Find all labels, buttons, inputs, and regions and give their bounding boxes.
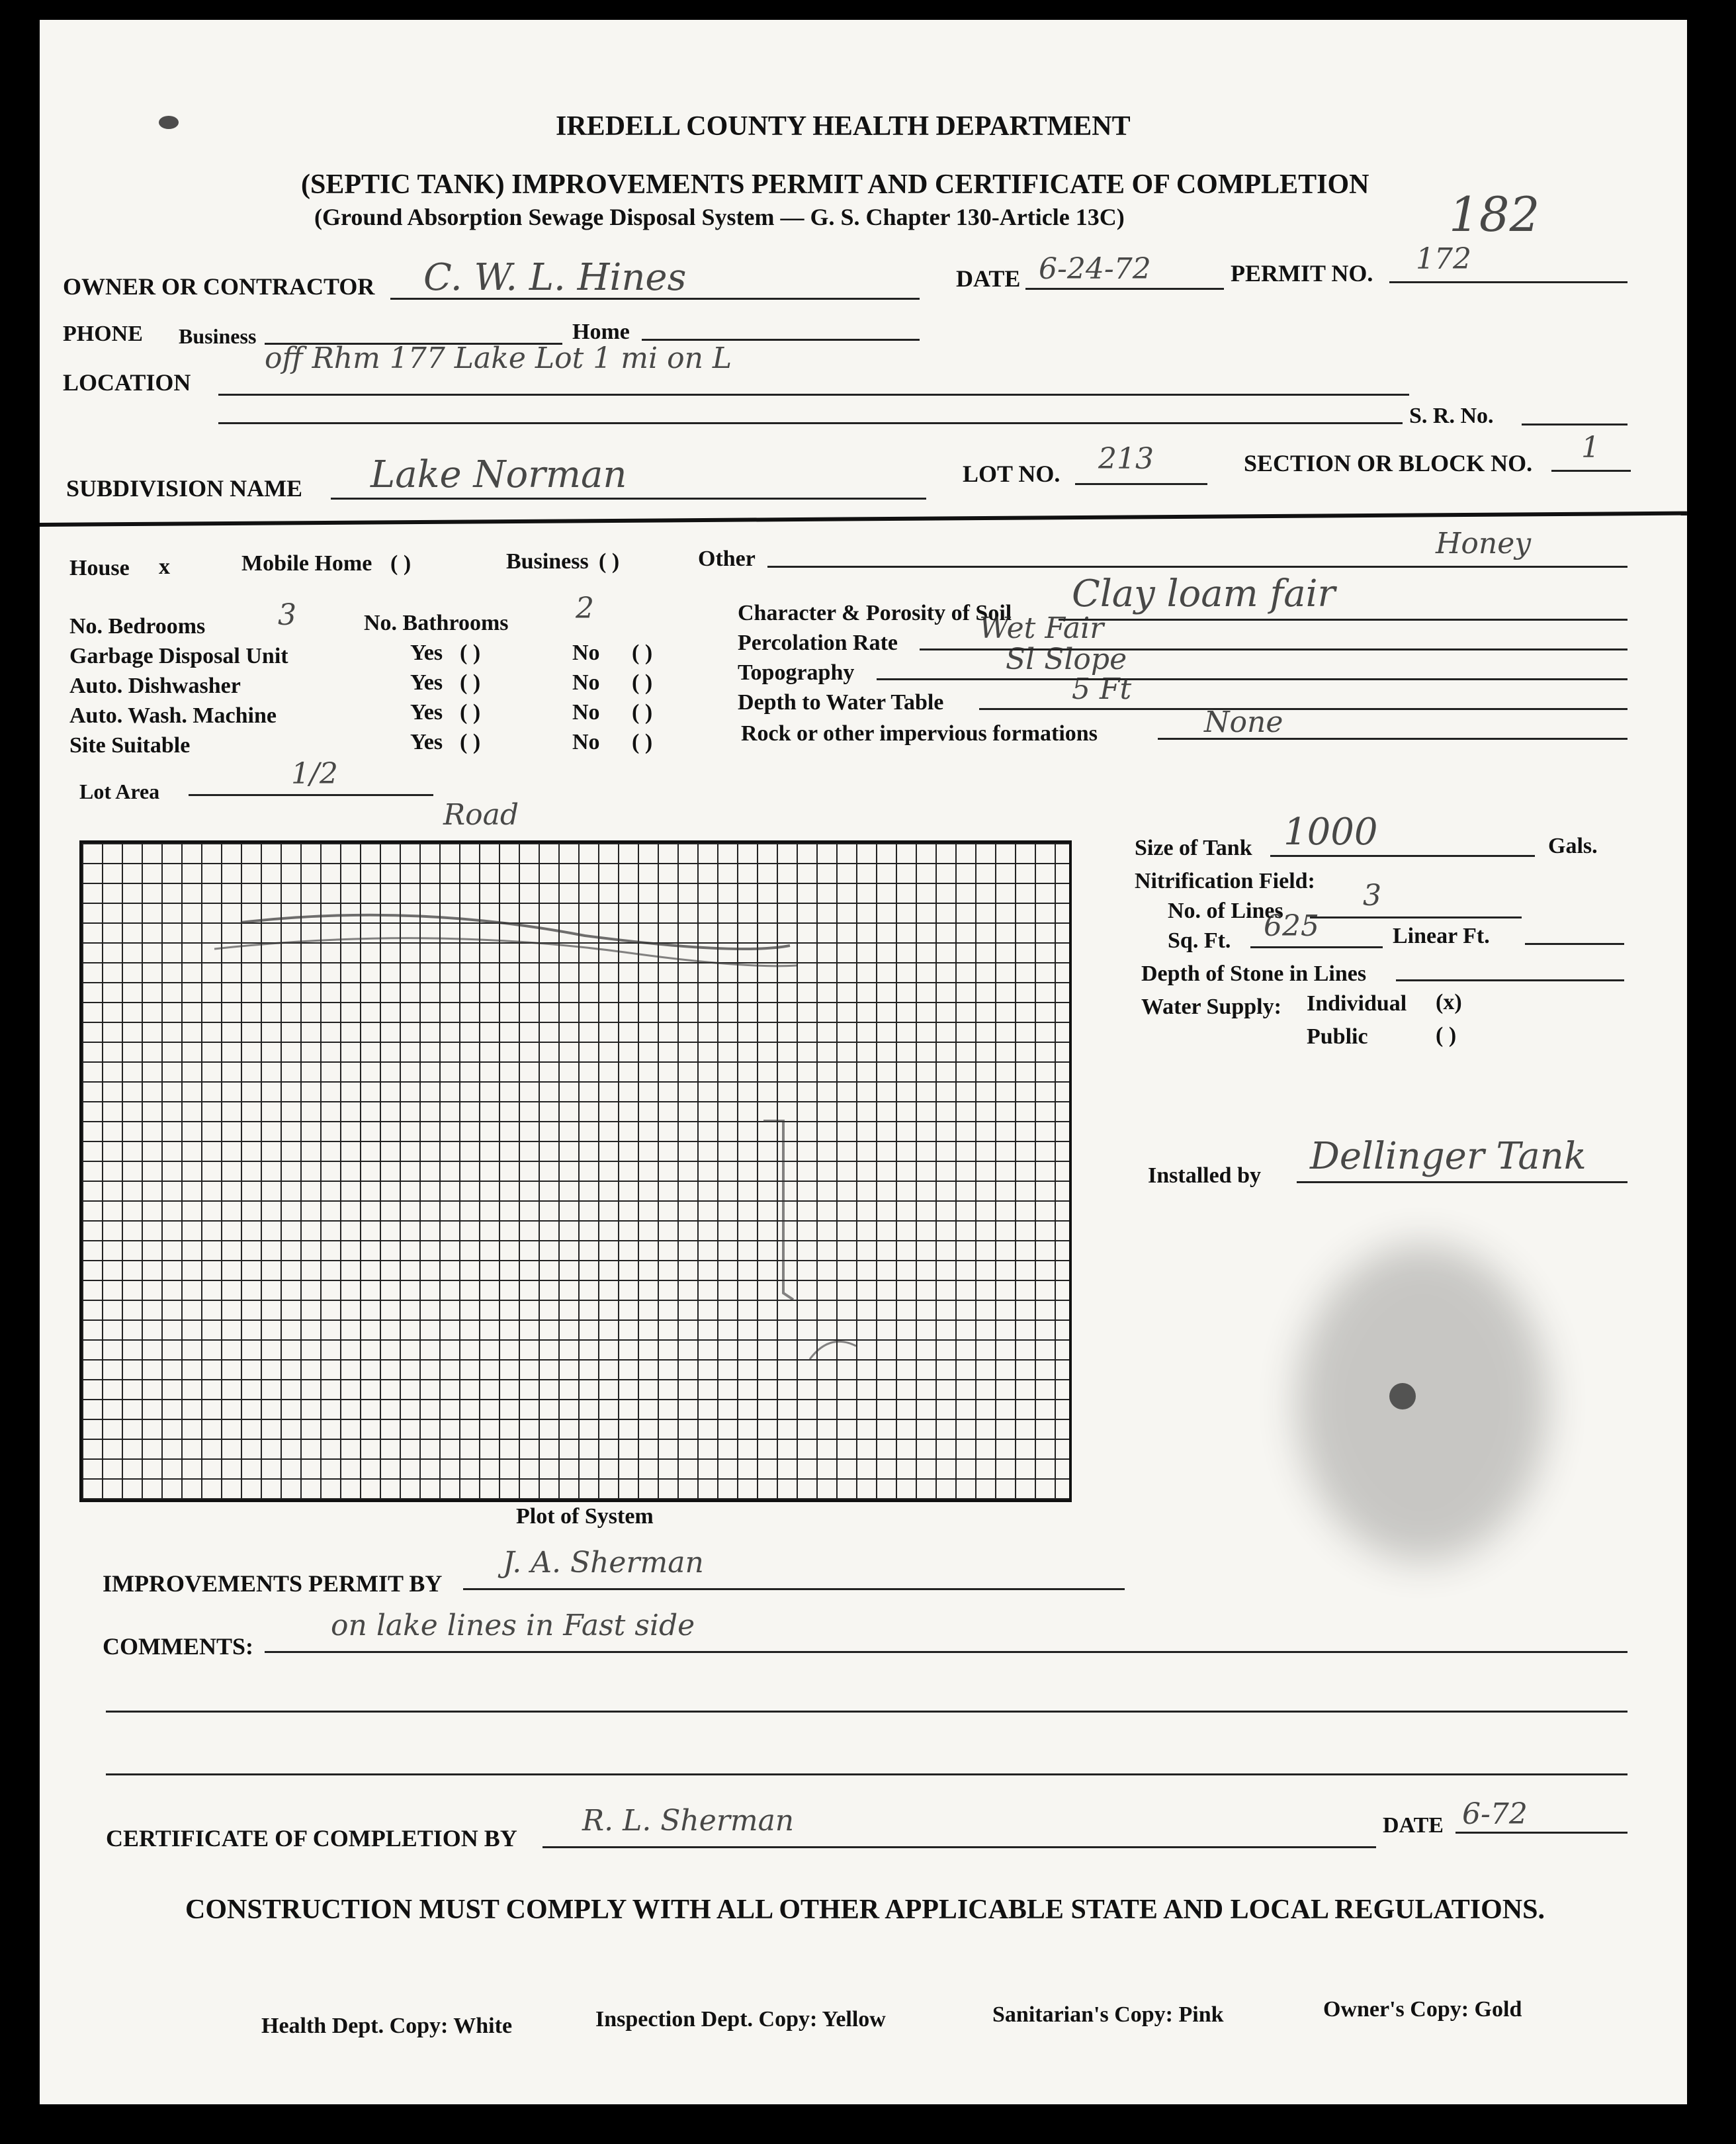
plot-of-system-grid[interactable]	[79, 840, 1072, 1502]
installed-by-label: Installed by	[1148, 1163, 1261, 1188]
mobile-home-checkbox[interactable]: ( )	[390, 551, 412, 576]
lot-no-line	[1075, 483, 1207, 485]
lot-area-label: Lot Area	[79, 780, 160, 803]
installed-by-line	[1297, 1181, 1628, 1183]
sqft-label: Sq. Ft.	[1168, 928, 1231, 953]
location-value[interactable]: off Rhm 177 Lake Lot 1 mi on L	[265, 341, 732, 375]
permit-by-line	[463, 1588, 1125, 1590]
water-table-label: Depth to Water Table	[738, 690, 944, 715]
owner-value[interactable]: C. W. L. Hines	[423, 256, 687, 299]
certificate-by-value[interactable]: R. L. Sherman	[582, 1804, 795, 1838]
garbage-yes-label: Yes	[410, 641, 443, 665]
copy-inspection-dept: Inspection Dept. Copy: Yellow	[595, 2007, 886, 2032]
wash-machine-label: Auto. Wash. Machine	[69, 703, 277, 728]
garbage-yes-checkbox[interactable]: ( )	[460, 641, 481, 665]
bathrooms-label: No. Bathrooms	[364, 611, 509, 635]
certificate-by-label: CERTIFICATE OF COMPLETION BY	[106, 1825, 517, 1852]
owner-label: OWNER OR CONTRACTOR	[63, 273, 375, 300]
tank-size-value[interactable]: 1000	[1283, 811, 1378, 854]
lot-area-line	[189, 794, 433, 796]
phone-home-label: Home	[572, 320, 630, 344]
date-line	[1025, 288, 1224, 290]
business-checkbox[interactable]: ( )	[599, 549, 620, 574]
individual-label: Individual	[1307, 991, 1407, 1016]
site-suitable-yes-label: Yes	[410, 730, 443, 754]
water-table-value[interactable]: 5 Ft	[1072, 672, 1132, 706]
dishwasher-no-label: No	[572, 670, 600, 695]
sqft-value[interactable]: 625	[1264, 909, 1319, 943]
subdivision-value[interactable]: Lake Norman	[370, 453, 627, 496]
location-line-2	[218, 422, 1403, 424]
location-line-1	[218, 394, 1409, 396]
permit-by-label: IMPROVEMENTS PERMIT BY	[103, 1570, 443, 1597]
form-title: (SEPTIC TANK) IMPROVEMENTS PERMIT AND CERTIFICATE OF COMPLETION	[301, 169, 1369, 200]
nitrification-label: Nitrification Field:	[1135, 869, 1315, 893]
comments-line-1	[265, 1651, 1628, 1653]
location-label: LOCATION	[63, 369, 191, 396]
phone-business-label: Business	[179, 324, 257, 348]
sqft-line	[1250, 946, 1383, 948]
topography-value[interactable]: Sl Slope	[1006, 643, 1127, 676]
regulations-notice: CONSTRUCTION MUST COMPLY WITH ALL OTHER APPLICABLE STATE AND LOCAL REGULATIONS.	[185, 1895, 1545, 1925]
percolation-value[interactable]: Wet Fair	[979, 611, 1104, 645]
bedrooms-label: No. Bedrooms	[69, 614, 206, 639]
plot-sketch-note: Road	[443, 798, 519, 832]
permit-by-value[interactable]: J. A. Sherman	[503, 1546, 704, 1580]
permit-no-line	[1389, 281, 1628, 283]
lines-count-label: No. of Lines	[1168, 899, 1283, 923]
soil-character-line	[1059, 619, 1628, 621]
certificate-date-line	[1455, 1832, 1628, 1834]
scan-mark	[159, 116, 179, 129]
lot-no-label: LOT NO.	[963, 461, 1061, 487]
department-heading: IREDELL COUNTY HEALTH DEPARTMENT	[556, 111, 1131, 142]
scan-smudge	[1297, 1244, 1548, 1562]
comments-value[interactable]: on lake lines in Fast side	[331, 1609, 695, 1642]
sr-no-line	[1522, 424, 1628, 425]
stone-depth-line	[1396, 979, 1624, 981]
linear-ft-line	[1525, 943, 1624, 945]
copy-owner: Owner's Copy: Gold	[1323, 1997, 1522, 2022]
form-subtitle: (Ground Absorption Sewage Disposal System — G. S. Chapter 130-Article 13C)	[314, 204, 1125, 230]
subdivision-line	[331, 498, 926, 500]
subdivision-label: SUBDIVISION NAME	[66, 475, 303, 502]
wash-machine-no-label: No	[572, 700, 600, 725]
topography-line	[877, 678, 1628, 680]
phone-home-line	[642, 339, 920, 341]
wash-machine-yes-label: Yes	[410, 700, 443, 725]
section-divider	[40, 512, 1687, 527]
public-checkbox[interactable]: ( )	[1436, 1023, 1457, 1048]
plot-label: Plot of System	[516, 1504, 654, 1529]
bathrooms-value[interactable]: 2	[576, 592, 594, 625]
rock-label: Rock or other impervious formations	[741, 721, 1098, 746]
water-table-line	[979, 708, 1628, 710]
permit-no-label: PERMIT NO.	[1231, 260, 1373, 287]
soil-character-label: Character & Porosity of Soil	[738, 601, 1012, 625]
certificate-date-value[interactable]: 6-72	[1462, 1797, 1528, 1831]
soil-character-value[interactable]: Clay loam fair	[1072, 572, 1336, 615]
rock-value[interactable]: None	[1204, 705, 1283, 739]
handwritten-number: 182	[1449, 187, 1540, 242]
stone-depth-label: Depth of Stone in Lines	[1141, 961, 1367, 986]
lines-count-value[interactable]: 3	[1363, 879, 1381, 913]
copy-sanitarian: Sanitarian's Copy: Pink	[992, 2002, 1224, 2027]
other-line	[767, 566, 1628, 568]
scan-spot	[1389, 1383, 1416, 1409]
house-mark[interactable]: x	[159, 555, 170, 579]
date-label: DATE	[956, 265, 1021, 292]
section-no-label: SECTION OR BLOCK NO.	[1244, 450, 1533, 476]
site-suitable-yes-checkbox[interactable]: ( )	[460, 730, 481, 754]
garbage-no-checkbox[interactable]: ( )	[632, 641, 653, 665]
other-label: Other	[698, 547, 756, 571]
house-label: House	[69, 556, 130, 580]
certificate-by-line	[542, 1846, 1376, 1848]
sr-no-label: S. R. No.	[1409, 404, 1494, 428]
other-value[interactable]: Honey	[1436, 527, 1532, 560]
comments-line-3	[106, 1773, 1628, 1775]
plot-sketch-drawing	[82, 843, 1069, 1499]
mobile-home-label: Mobile Home	[241, 551, 372, 576]
water-supply-label: Water Supply:	[1141, 995, 1281, 1019]
wash-machine-yes-checkbox[interactable]: ( )	[460, 700, 481, 725]
site-suitable-no-checkbox[interactable]: ( )	[632, 730, 653, 754]
comments-line-2	[106, 1711, 1628, 1713]
individual-checkbox[interactable]: (x)	[1436, 990, 1462, 1014]
public-label: Public	[1307, 1024, 1368, 1049]
installed-by-value[interactable]: Dellinger Tank	[1310, 1135, 1586, 1178]
garbage-no-label: No	[572, 641, 600, 665]
percolation-label: Percolation Rate	[738, 631, 898, 655]
lot-no-value[interactable]: 213	[1098, 442, 1154, 476]
section-no-value[interactable]: 1	[1581, 431, 1600, 465]
business-label: Business	[506, 549, 589, 574]
wash-machine-no-checkbox[interactable]: ( )	[632, 700, 653, 725]
linear-ft-label: Linear Ft.	[1393, 924, 1490, 948]
site-suitable-no-label: No	[572, 730, 600, 754]
dishwasher-yes-label: Yes	[410, 670, 443, 695]
garbage-disposal-label: Garbage Disposal Unit	[69, 644, 288, 668]
dishwasher-no-checkbox[interactable]: ( )	[632, 670, 653, 695]
phone-label: PHONE	[63, 322, 143, 346]
dishwasher-yes-checkbox[interactable]: ( )	[460, 670, 481, 695]
lot-area-value[interactable]: 1/2	[291, 757, 338, 791]
tank-size-unit: Gals.	[1548, 834, 1598, 858]
comments-label: COMMENTS:	[103, 1633, 253, 1660]
lines-count-line	[1310, 916, 1522, 918]
bedrooms-value[interactable]: 3	[278, 598, 296, 632]
topography-label: Topography	[738, 660, 855, 685]
section-no-line	[1551, 470, 1631, 472]
site-suitable-label: Site Suitable	[69, 733, 191, 758]
permit-no-value[interactable]: 172	[1416, 242, 1471, 276]
copy-health-dept: Health Dept. Copy: White	[261, 2014, 513, 2038]
date-value[interactable]: 6-24-72	[1039, 252, 1151, 286]
certificate-date-label: DATE	[1383, 1813, 1444, 1838]
dishwasher-label: Auto. Dishwasher	[69, 674, 241, 698]
tank-size-line	[1270, 855, 1535, 857]
permit-form-sheet	[40, 20, 1687, 2104]
tank-size-label: Size of Tank	[1135, 836, 1252, 860]
